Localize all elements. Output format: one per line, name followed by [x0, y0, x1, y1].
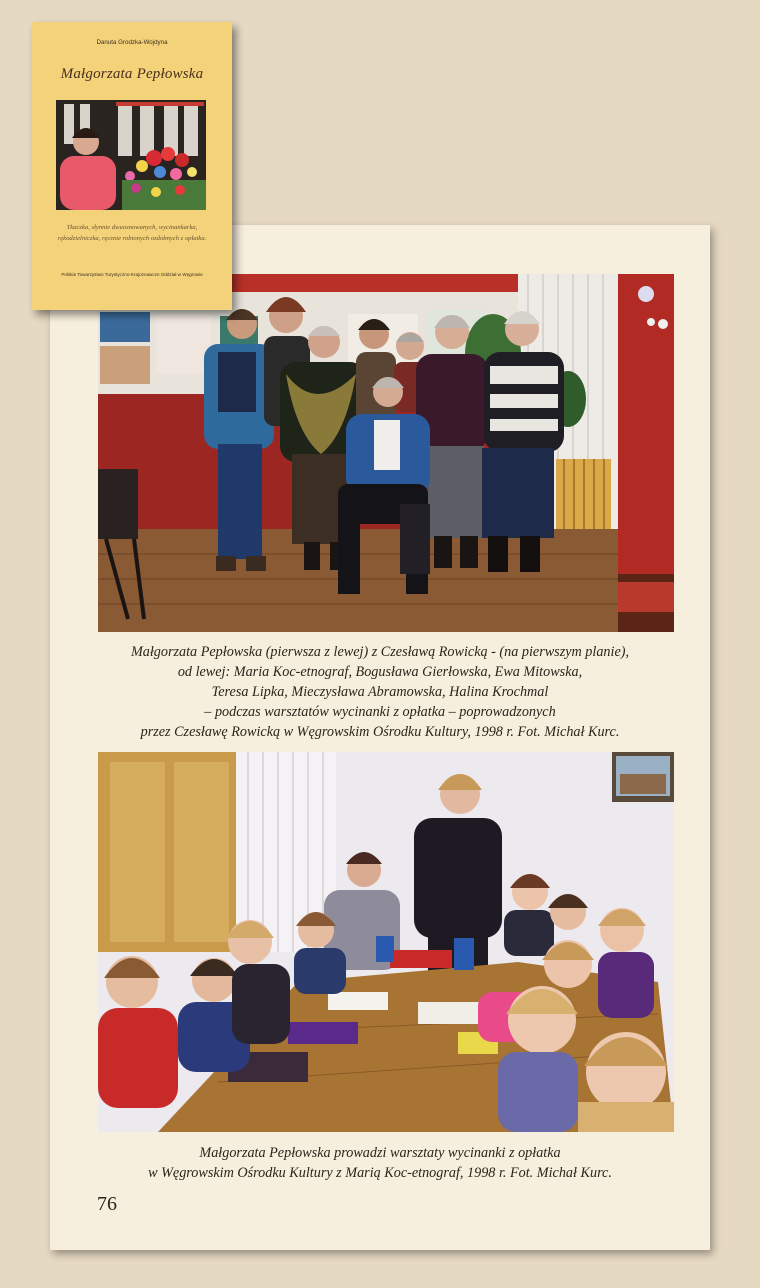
cover-subtitle-line: rękodzielniczka, ręcznie robionych ozdobnych z opłatka. — [57, 235, 207, 242]
caption-line: od lewej: Maria Koc-etnograf, Bogusława Gierłowska, Ewa Mitowska, — [177, 664, 583, 680]
page-number: 76 — [97, 1193, 117, 1215]
cover-author: Danuta Grodzka-Wojdyna — [96, 39, 168, 46]
photo-caption-1 — [70, 642, 690, 742]
workshop-photo — [98, 752, 674, 1132]
caption-line: Małgorzata Pepłowska (pierwsza z lewej) z Czesławą Rowicką - (na pierwszym planie), — [130, 644, 630, 660]
caption-line: Teresa Lipka, Mieczysława Abramowska, Halina Krochmal — [211, 684, 549, 700]
caption-line: Małgorzata Pepłowska prowadzi warsztaty wycinanki z opłatka — [199, 1145, 561, 1161]
cover-subtitle-line: Tkaczka, słynnie dwuosnowanych, wycinankarka, — [66, 224, 198, 231]
caption-line: przez Czesławę Rowicką w Węgrowskim Ośrodku Kultury, 1998 r. Fot. Michał Kurc. — [140, 724, 620, 740]
caption-line: w Węgrowskim Ośrodku Kultury z Marią Koc-etnograf, 1998 r. Fot. Michał Kurc. — [148, 1165, 612, 1181]
caption-line: – podczas warsztatów wycinanki z opłatka – poprowadzonych — [204, 704, 556, 720]
cover-publisher: Polskie Towarzystwo Turystyczno-Krajoznawcze Oddział w Węgrowie — [61, 272, 203, 277]
cover-photo — [56, 100, 206, 210]
photo-caption-2 — [70, 1143, 690, 1183]
book-page — [50, 225, 710, 1250]
cover-title: Małgorzata Pepłowska — [60, 66, 204, 82]
group-photo — [98, 274, 674, 632]
cover-subtitle — [48, 222, 216, 244]
book-cover — [32, 22, 232, 310]
